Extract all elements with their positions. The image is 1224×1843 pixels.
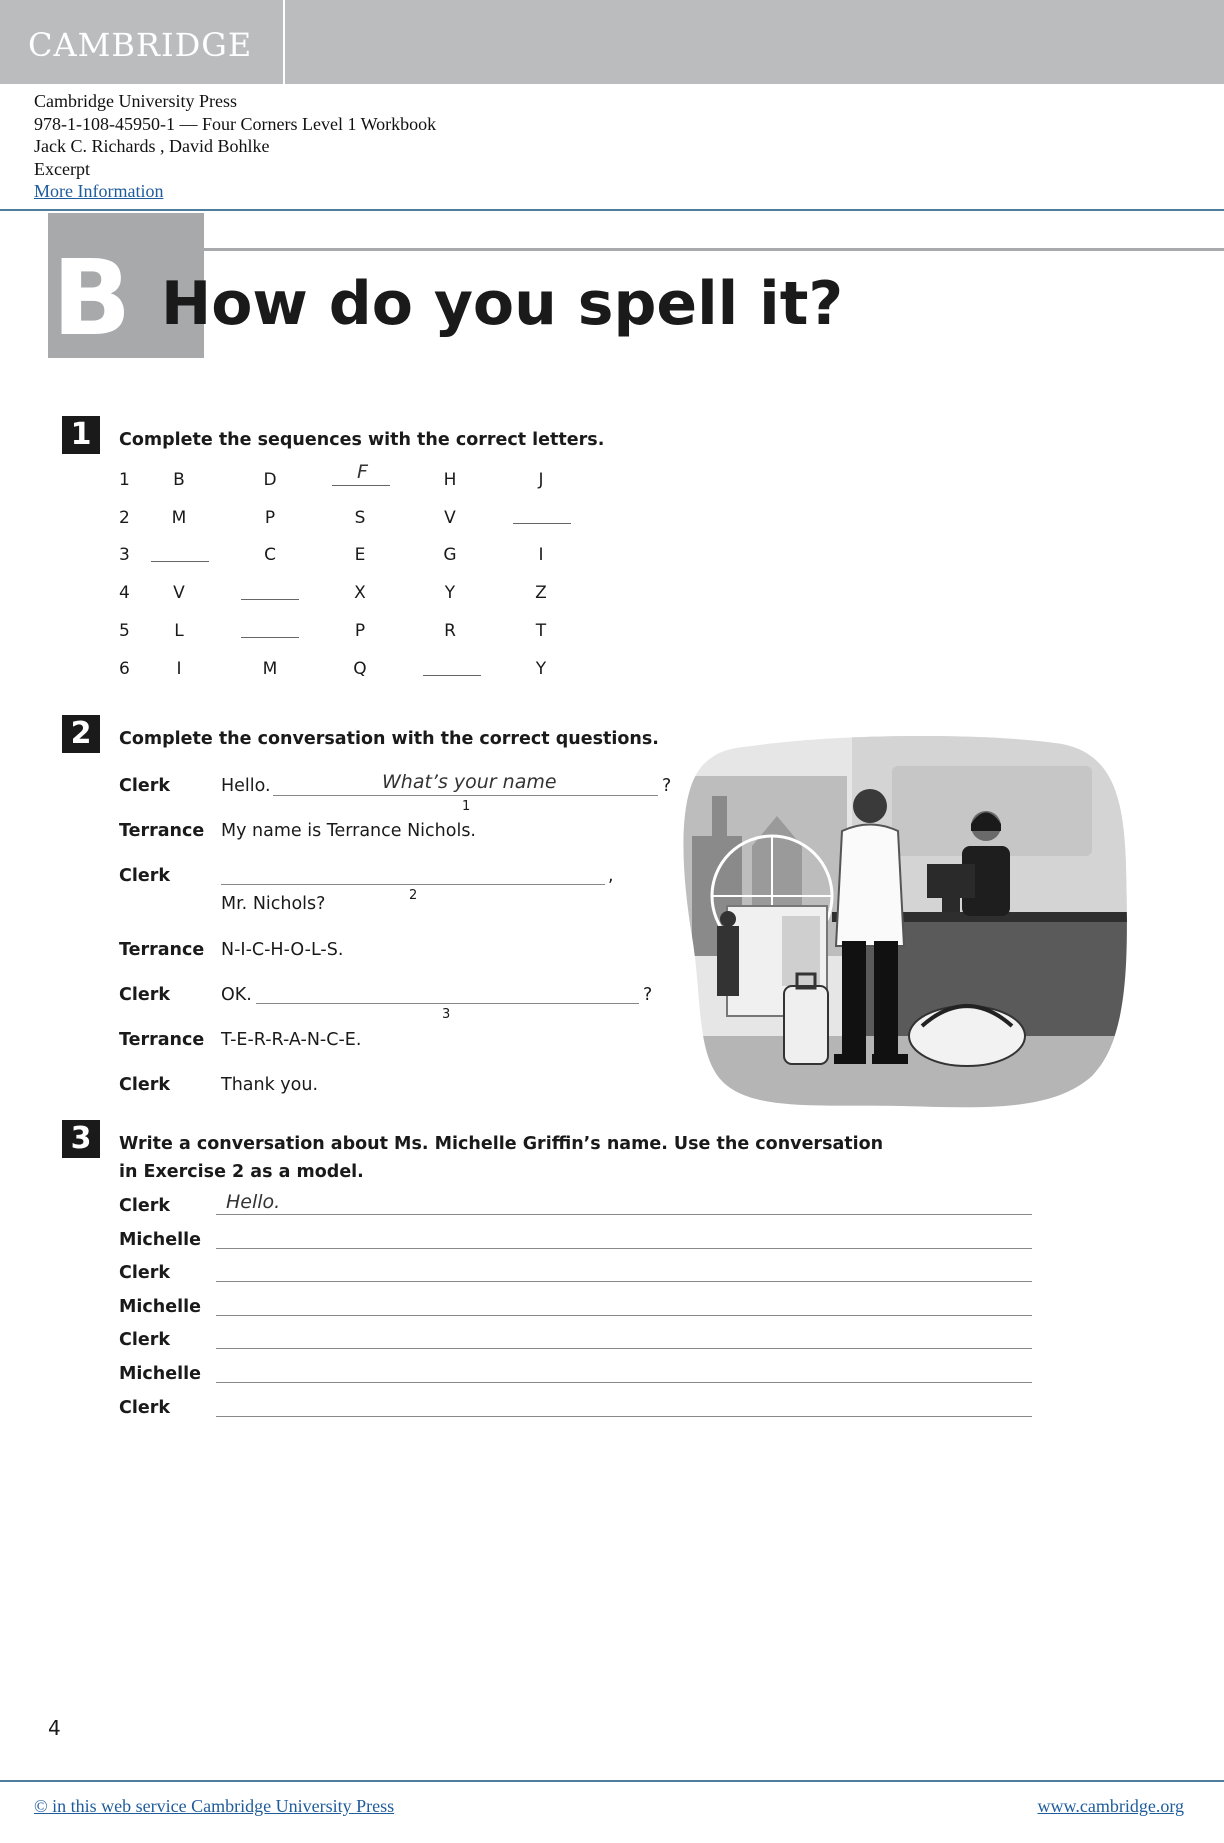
answer-blank[interactable] [423,675,481,676]
book-metadata [34,90,436,203]
excerpt-label: Excerpt [34,158,90,179]
cambridge-logo: CAMBRIDGE [28,26,253,64]
hotel-reception-illustration [682,736,1130,1110]
sequence-letter: S [354,508,366,528]
header-divider [0,209,1224,211]
line-text: My name is Terrance Nichols. [221,821,476,841]
sequence-letter: D [263,470,277,490]
question-number: 2 [409,888,418,903]
speaker-label: Clerk [119,1263,170,1283]
sequence-letter: Z [535,583,547,603]
line-text: Thank you. [221,1075,319,1095]
sequence-letter: P [354,621,366,641]
line-text: Hello. [221,776,271,796]
speaker-label: Michelle [119,1364,201,1384]
speaker-label: Clerk [119,866,170,886]
sequence-letter: V [173,583,185,603]
sequence-letter: E [354,545,366,565]
more-information-link[interactable]: More Information [34,181,164,201]
row-number: 6 [119,659,130,679]
sequence-letter: H [443,470,457,490]
speaker-label: Clerk [119,1075,170,1095]
answer-blank[interactable] [241,599,299,600]
answer-blank[interactable] [151,561,209,562]
exercise-3-instruction-line-1: Write a conversation about Ms. Michelle Griffin’s name. Use the conversation [119,1134,884,1154]
exercise-1-number: 1 [62,416,100,454]
sequence-letter: I [176,659,182,679]
speaker-label: Clerk [119,1330,170,1350]
sequence-letter: C [264,545,276,565]
exercise-3-instruction-line-2: in Exercise 2 as a model. [119,1162,364,1182]
line-text: N-I-C-H-O-L-S. [221,940,344,960]
section-letter: B [52,237,132,359]
speaker-label: Terrance [119,1030,205,1050]
answer-blank[interactable] [241,637,299,638]
sequence-letter: L [174,621,184,641]
answer-line[interactable] [221,884,605,885]
line-text: OK. [221,985,252,1005]
writing-line[interactable] [216,1315,1032,1316]
speaker-label: Clerk [119,1196,170,1216]
exercise-2-instruction: Complete the conversation with the correct questions. [119,729,659,749]
row-number: 1 [119,470,130,490]
sequence-letter: T [535,621,547,641]
writing-line[interactable] [216,1281,1032,1282]
line-end-punct: ? [662,776,672,796]
line-text: Mr. Nichols? [221,894,326,914]
page-number: 4 [48,1716,61,1740]
authors: Jack C. Richards , David Bohlke [34,136,270,156]
line-end-punct: , [608,866,614,886]
sequence-letter: G [443,545,457,565]
handwritten-answer: F [357,461,368,483]
writing-line[interactable] [216,1214,1032,1215]
row-number: 3 [119,545,130,565]
copyright-link[interactable]: © in this web service Cambridge University Press [34,1796,395,1816]
row-number: 2 [119,508,130,528]
row-number: 4 [119,583,130,603]
speaker-label: Michelle [119,1230,201,1250]
sequence-letter: I [538,545,544,565]
page-title: How do you spell it? [161,269,844,339]
question-number: 3 [442,1007,451,1022]
line-end-punct: ? [643,985,653,1005]
answer-line[interactable] [273,795,658,796]
line-text: T-E-R-R-A-N-C-E. [221,1030,362,1050]
speaker-label: Terrance [119,940,205,960]
writing-line[interactable] [216,1348,1032,1349]
writing-line[interactable] [216,1248,1032,1249]
speaker-label: Michelle [119,1297,201,1317]
answer-blank[interactable] [513,523,571,524]
cambridge-website-link[interactable]: www.cambridge.org [1037,1796,1184,1816]
writing-line[interactable] [216,1416,1032,1417]
speaker-label: Clerk [119,985,170,1005]
sequence-letter: M [262,659,278,679]
writing-line[interactable] [216,1382,1032,1383]
handwritten-answer: Hello. [226,1191,281,1213]
sequence-letter: V [444,508,456,528]
sequence-letter: P [264,508,276,528]
answer-line[interactable] [256,1003,639,1004]
speaker-label: Terrance [119,821,205,841]
title-rule [204,248,1224,251]
speaker-label: Clerk [119,1398,170,1418]
sequence-letter: Q [353,659,367,679]
isbn-title: 978-1-108-45950-1 — Four Corners Level 1 Workbook [34,113,437,134]
sequence-letter: B [173,470,185,490]
sequence-letter: Y [535,659,547,679]
handwritten-answer: What’s your name [382,771,557,793]
exercise-2-number: 2 [62,715,100,753]
answer-blank[interactable] [332,485,390,486]
sequence-letter: X [354,583,366,603]
publisher: Cambridge University Press [34,91,237,111]
sequence-letter: J [538,470,544,490]
exercise-1-instruction: Complete the sequences with the correct letters. [119,430,605,450]
sequence-letter: Y [444,583,456,603]
row-number: 5 [119,621,130,641]
sequence-letter: M [171,508,187,528]
question-number: 1 [462,799,471,814]
footer-divider [0,1780,1224,1782]
sequence-letter: R [444,621,456,641]
speaker-label: Clerk [119,776,170,796]
exercise-3-number: 3 [62,1120,100,1158]
